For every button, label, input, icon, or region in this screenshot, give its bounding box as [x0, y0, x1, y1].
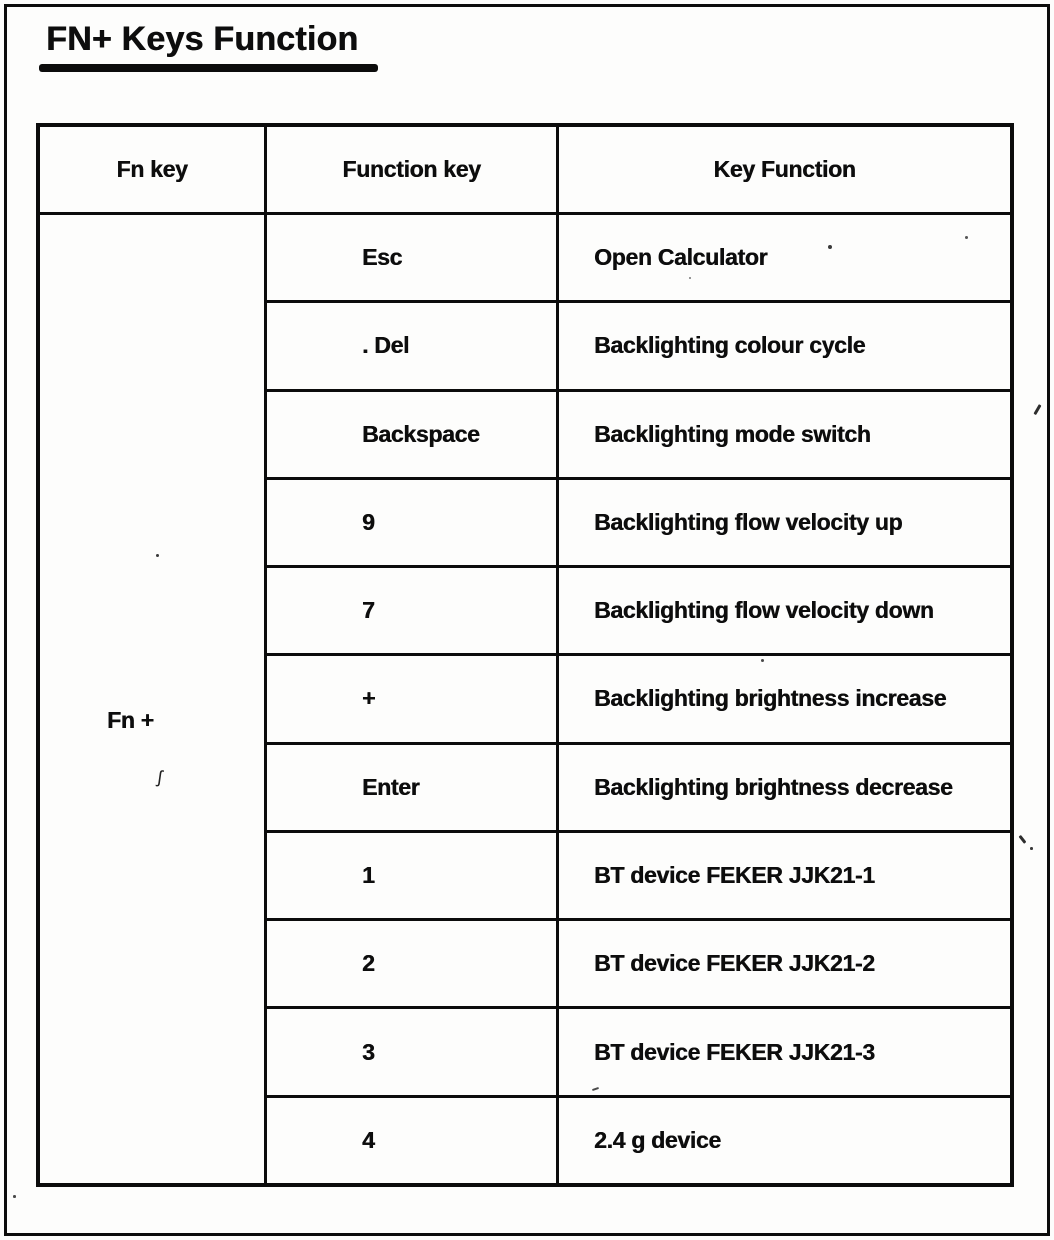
- table-row: [267, 568, 1010, 656]
- key-function-cell: Backlighting flow velocity up: [594, 508, 903, 535]
- table-row: [267, 921, 1010, 1009]
- table-row: [267, 480, 1010, 568]
- table-row: [267, 392, 1010, 480]
- fn-key-merged-cell: Fn +: [107, 706, 154, 733]
- function-columns: [267, 127, 1010, 1183]
- fn-key-column: [40, 127, 267, 1183]
- key-function-cell: 2.4 g device: [594, 1126, 721, 1153]
- scan-artifact: ʃ: [156, 766, 164, 788]
- table-row: [267, 656, 1010, 744]
- function-key-cell: 1: [267, 833, 559, 918]
- table-row: [267, 215, 1010, 303]
- function-key-cell: . Del: [267, 303, 559, 388]
- table-row: [267, 1009, 1010, 1097]
- function-key-cell: Enter: [267, 745, 559, 830]
- function-key-cell: Backspace: [267, 392, 559, 477]
- table-row: [267, 833, 1010, 921]
- scan-artifact: [13, 1195, 16, 1198]
- scan-artifact: [1030, 847, 1033, 850]
- scan-artifact: [1018, 835, 1026, 844]
- page-title: FN+ Keys Function: [46, 20, 359, 58]
- title-underline: [39, 64, 378, 72]
- function-key-cell: 2: [267, 921, 559, 1006]
- key-function-cell: Open Calculator: [594, 244, 768, 271]
- key-function-cell: BT device FEKER JJK21-2: [594, 950, 875, 977]
- function-key-cell: 4: [267, 1098, 559, 1183]
- key-function-cell: BT device FEKER JJK21-3: [594, 1038, 875, 1065]
- key-function-cell: Backlighting colour cycle: [594, 332, 866, 359]
- function-key-cell: +: [267, 656, 559, 741]
- function-key-cell: 7: [267, 568, 559, 653]
- key-function-cell: Backlighting flow velocity down: [594, 597, 934, 624]
- scan-artifact: [1033, 404, 1041, 415]
- table-row: [267, 1098, 1010, 1183]
- key-function-cell: Backlighting mode switch: [594, 420, 871, 447]
- column-header-key-function: Key Function: [713, 156, 856, 182]
- column-header-fn-key: Fn key: [40, 127, 264, 215]
- table-row: [267, 745, 1010, 833]
- fn-keys-function-table: [36, 123, 1014, 1187]
- table-row: [267, 303, 1010, 391]
- function-key-cell: 9: [267, 480, 559, 565]
- key-function-cell: Backlighting brightness decrease: [594, 773, 953, 800]
- key-function-cell: Backlighting brightness increase: [594, 685, 947, 712]
- table-body-rows: [267, 215, 1010, 1183]
- function-key-cell: 3: [267, 1009, 559, 1094]
- key-function-cell: BT device FEKER JJK21-1: [594, 861, 875, 888]
- function-key-cell: Esc: [267, 215, 559, 300]
- table-header-row: [267, 127, 1010, 215]
- column-header-function-key: Function key: [267, 127, 559, 212]
